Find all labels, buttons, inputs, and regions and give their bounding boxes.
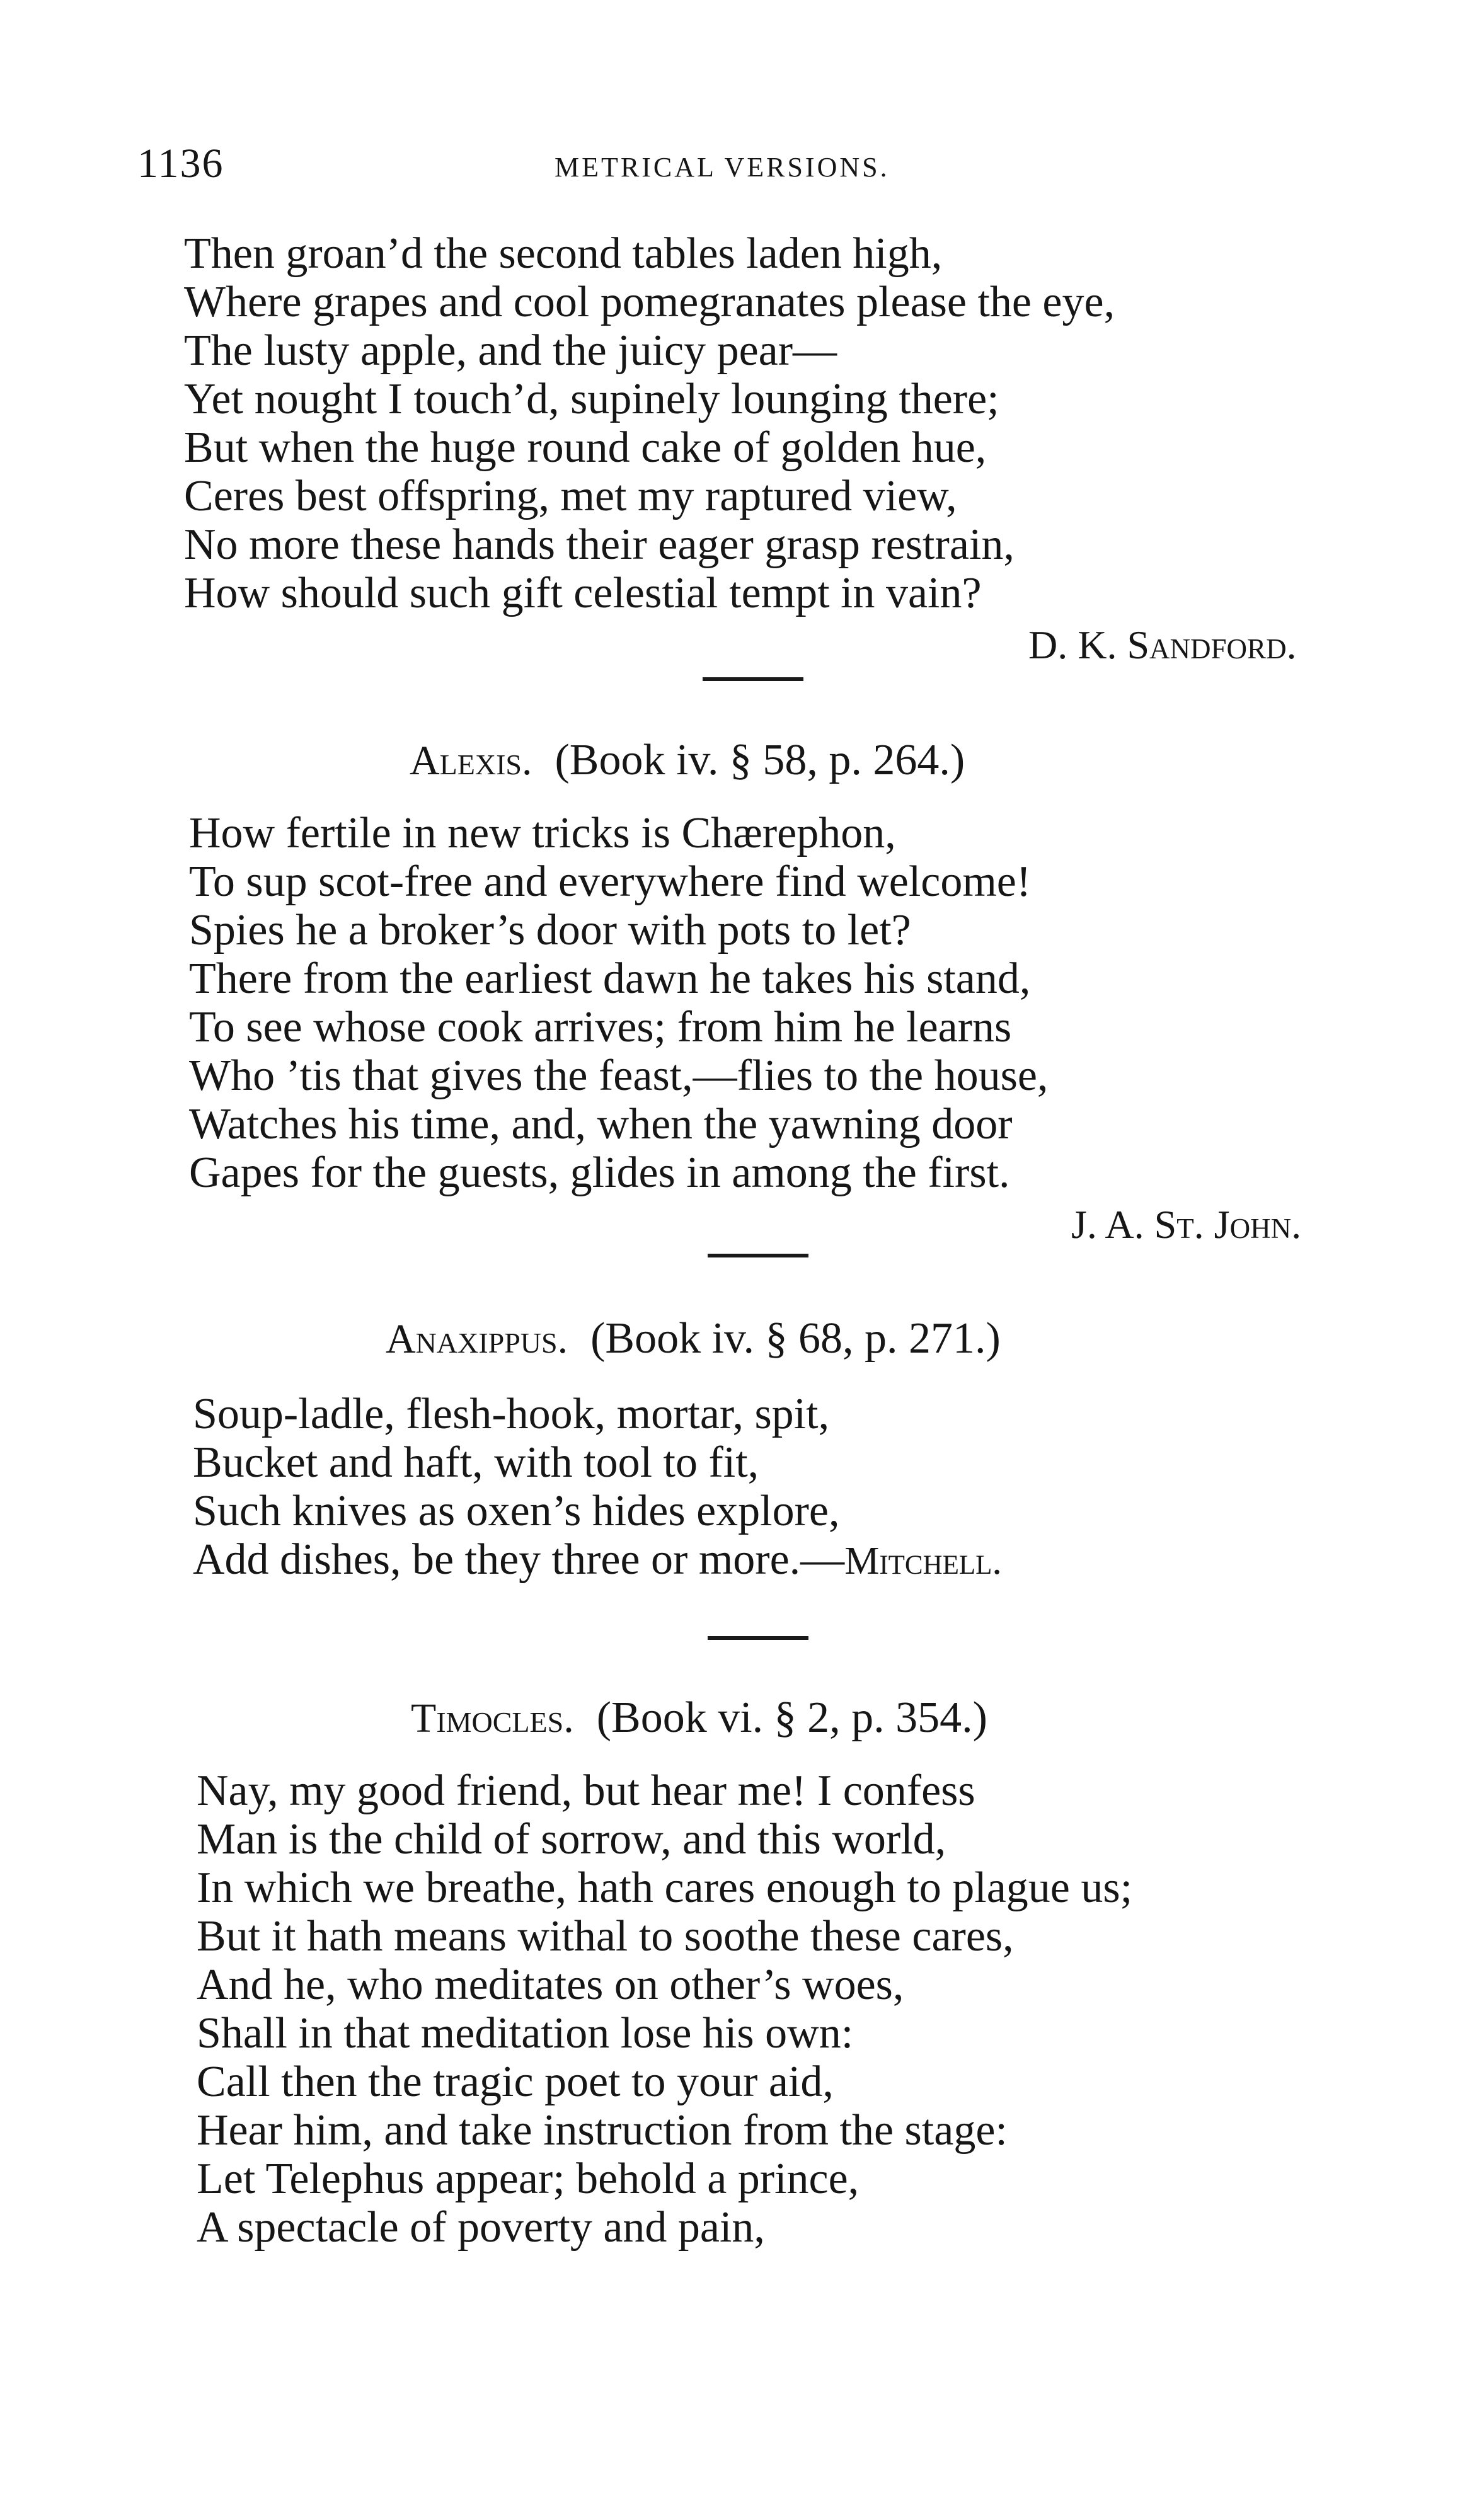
verse-line: Then groan’d the second tables laden high, <box>184 229 943 278</box>
verse-line: Bucket and haft, with tool to fit, <box>193 1438 759 1487</box>
page-number: 1136 <box>137 140 224 186</box>
verse-line: Soup-ladle, flesh-hook, mortar, spit, <box>193 1390 830 1438</box>
verse-line: Ceres best offspring, met my raptured view, <box>184 472 957 520</box>
verse-line: How should such gift celestial tempt in vain? <box>184 569 982 617</box>
verse-line: How fertile in new tricks is Chærephon, <box>189 809 896 857</box>
verse-line: And he, who meditates on other’s woes, <box>197 1961 904 2009</box>
section-divider <box>708 1636 808 1640</box>
book-reference: (Book iv. § 68, p. 271.) <box>590 1314 1001 1363</box>
verse-line: But it hath means withal to soothe these cares, <box>197 1912 1014 1961</box>
verse-line: There from the earliest dawn he takes his stand, <box>189 954 1031 1003</box>
verse-line: Watches his time, and, when the yawning door <box>189 1100 1013 1148</box>
section-divider <box>703 677 803 681</box>
verse-line: Where grapes and cool pomegranates please the eye, <box>184 278 1115 326</box>
verse-line: Such knives as oxen’s hides explore, <box>193 1487 840 1535</box>
book-reference: (Book vi. § 2, p. 354.) <box>596 1693 987 1742</box>
attribution: J. A. St. John. <box>1071 1202 1302 1247</box>
verse-line: Gapes for the guests, glides in among the first. <box>189 1148 1010 1197</box>
section-heading <box>411 1693 987 1742</box>
verse-line: The lusty apple, and the juicy pear— <box>184 326 837 375</box>
verse-line: To see whose cook arrives; from him he learns <box>189 1003 1012 1051</box>
poet-name: Anaxippus. <box>386 1316 568 1362</box>
attribution: Mitchell. <box>844 1540 1002 1583</box>
poet-name: Timocles. <box>411 1695 574 1741</box>
verse-line: Spies he a broker’s door with pots to let? <box>189 906 911 954</box>
verse-line: In which we breathe, hath cares enough to plague us; <box>197 1864 1133 1912</box>
section-heading <box>386 1314 1001 1363</box>
verse-line: Hear him, and take instruction from the stage: <box>197 2106 1008 2155</box>
verse-line-text: Add dishes, be they three or more.— <box>193 1535 845 1584</box>
running-title: METRICAL VERSIONS. <box>555 152 890 183</box>
verse-line: Man is the child of sorrow, and this world, <box>197 1815 946 1864</box>
verse-line: Call then the tragic poet to your aid, <box>197 2058 834 2106</box>
verse-line: But when the huge round cake of golden hue, <box>184 423 987 472</box>
section-divider <box>708 1254 808 1257</box>
verse-line: To sup scot-free and everywhere find welcome! <box>189 857 1032 906</box>
verse-line: A spectacle of poverty and pain, <box>197 2203 765 2252</box>
section-heading <box>410 738 965 782</box>
poet-name: Alexis. <box>410 738 532 784</box>
verse-line: Yet nought I touch’d, supinely lounging there; <box>184 375 999 423</box>
verse-line: Who ’tis that gives the feast,—flies to the house, <box>189 1051 1049 1100</box>
verse-line: Shall in that meditation lose his own: <box>197 2009 854 2058</box>
verse-line: Let Telephus appear; behold a prince, <box>197 2155 860 2203</box>
verse-line: No more these hands their eager grasp restrain, <box>184 520 1015 569</box>
attribution: D. K. Sandford. <box>1028 622 1297 667</box>
book-reference: (Book iv. § 58, p. 264.) <box>555 736 965 784</box>
verse-line <box>193 1535 1002 1584</box>
verse-line: Nay, my good friend, but hear me! I confess <box>197 1767 975 1815</box>
